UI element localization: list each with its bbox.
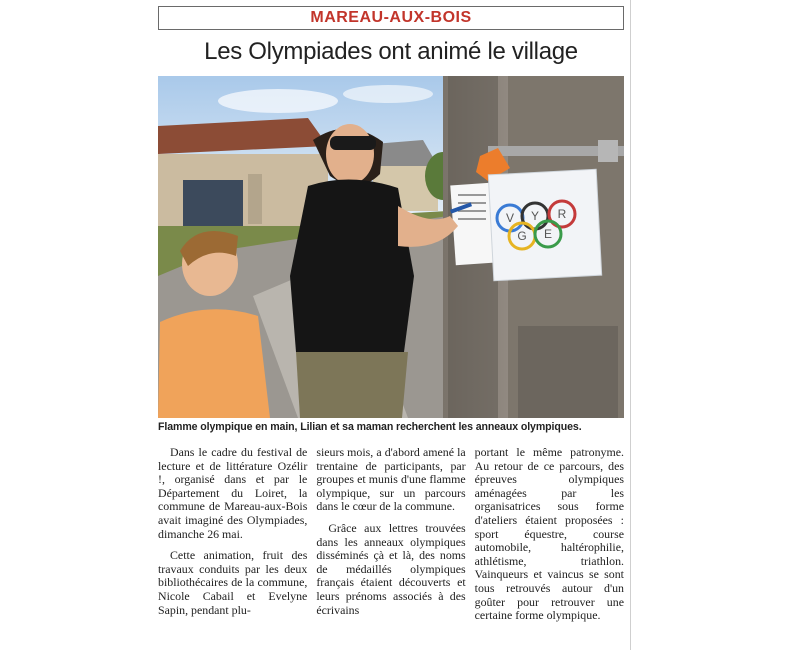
paragraph: sieurs mois, a d'abord amené la trentaine de participants, par groupes et munis d'une flamme olympique, sur un parcours dans le cœur de la commune. — [316, 445, 466, 514]
locality-label: MAREAU-AUX-BOIS — [310, 9, 472, 26]
column-divider — [630, 0, 631, 650]
locality-banner — [158, 6, 624, 30]
sign-letter: V — [505, 211, 515, 225]
sign-letter: G — [517, 229, 527, 243]
article-column-2 — [316, 446, 465, 646]
paragraph: Cette animation, fruit des travaux conduits par les deux bibliothécaires de la commune, Nicole Cabail et Evelyne Sapin, pendant plu- — [158, 548, 308, 617]
paragraph: Grâce aux lettres trouvées dans les anneaux olympiques disséminés çà et là, des noms de médaillés olympiques français étaient découverts et leurs prénoms associés à des écrivains — [316, 520, 466, 617]
paragraph: portant le même patronyme. Au retour de ce parcours, des épreuves olympiques aménagées par les organisatrices sous forme d'ateliers étaient proposées : sport équestre, course automobile, haltérophilie, athlétisme, triathlon. Vainqueurs et vaincus se sont tous retrouvés autour d'un goûter pour retrouver une certaine forme olympique. — [474, 445, 624, 623]
article-photo — [158, 76, 624, 418]
article-body — [158, 446, 624, 646]
sign-letter: Y — [530, 209, 540, 223]
photo-caption: Flamme olympique en main, Lilian et sa maman recherchent les anneaux olympiques. — [158, 421, 582, 433]
sign-letter: E — [543, 227, 553, 241]
paragraph: Dans le cadre du festival de lecture et de littérature Ozélir !, organisé dans et par le Département du Loiret, la commune de Mareau-aux-Bois avait imaginé des Olympiades, dimanche 26 mai. — [158, 445, 308, 541]
article-headline: Les Olympiades ont animé le village — [204, 38, 578, 65]
article-column-1 — [158, 446, 307, 646]
article-column-3 — [475, 446, 624, 646]
sign-letter: R — [557, 207, 567, 221]
